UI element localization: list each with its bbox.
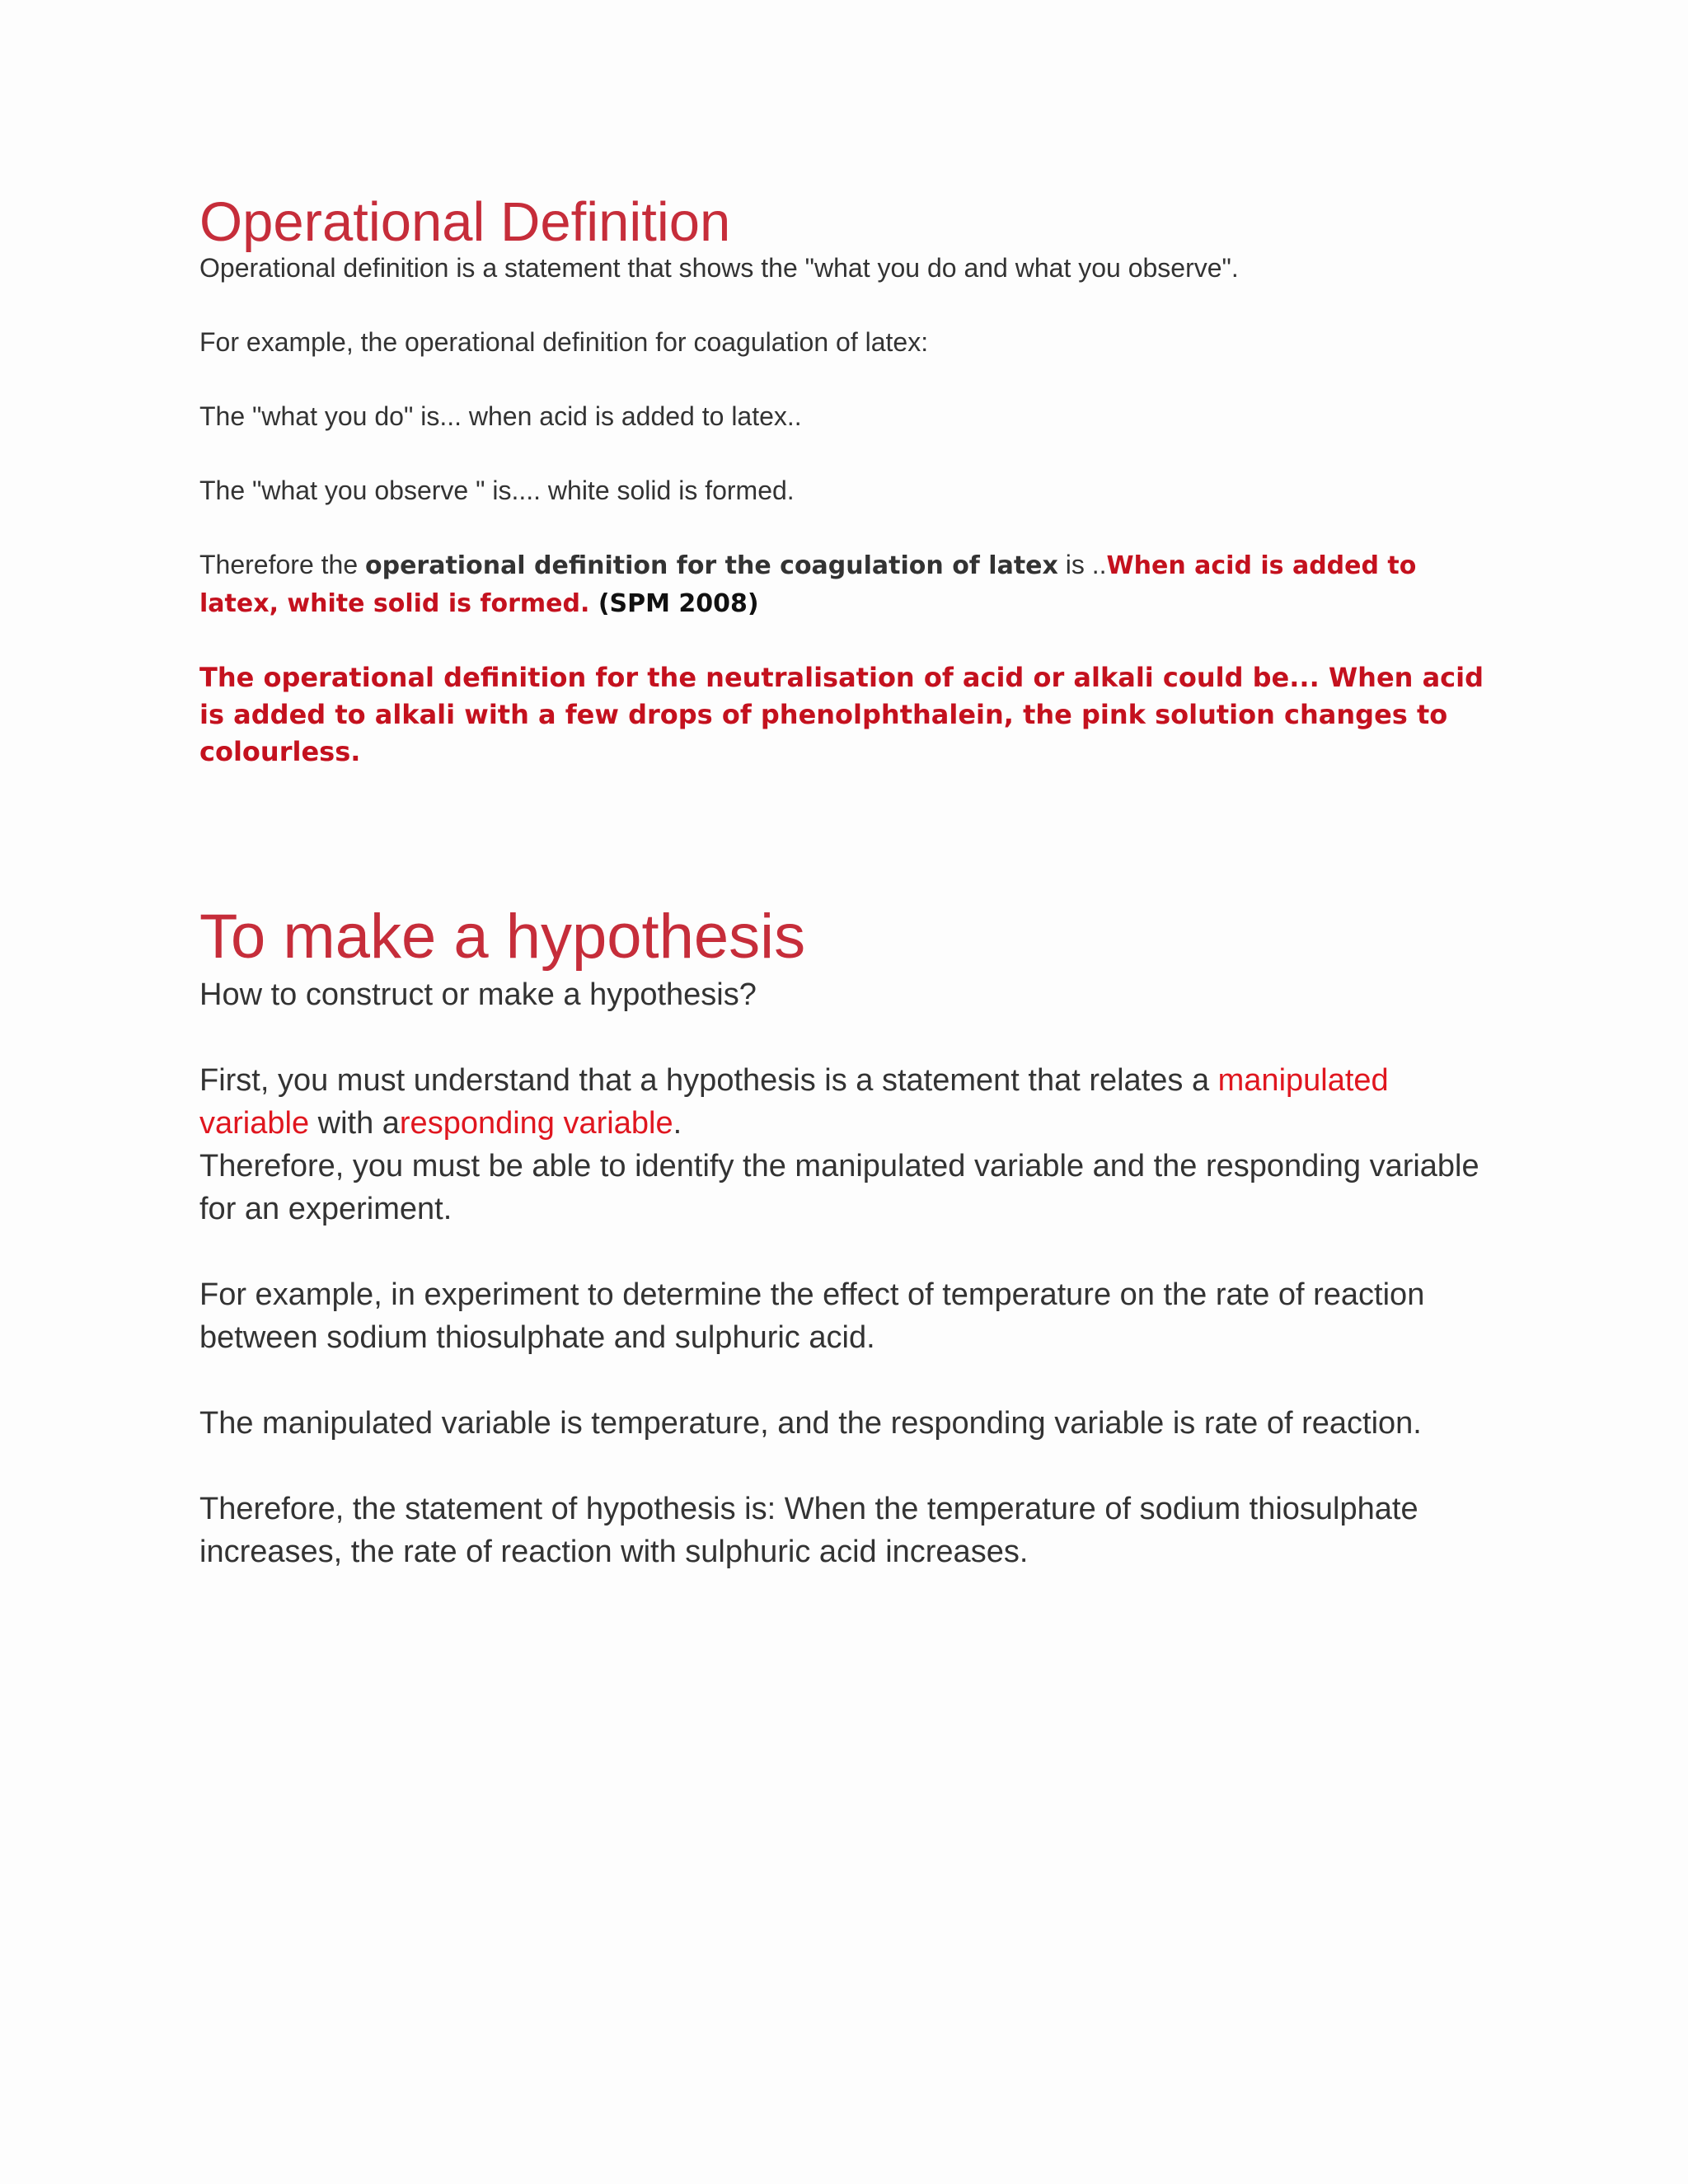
manipulated-variable-term: manipulated variable <box>199 1063 1389 1141</box>
first-paragraph <box>199 1059 1502 1145</box>
identify-paragraph: Therefore, you must be able to identify the manipulated variable and the responding variable for an experiment. <box>199 1149 1479 1226</box>
responding-variable-term: responding variable <box>399 1106 673 1141</box>
hypothesis-example-paragraph: For example, in experiment to determine the effect of temperature on the rate of reaction between sodium thiosulphate and sulphuric acid. <box>199 1277 1425 1355</box>
first-prefix: First, you must understand that a hypothesis is a statement that relates a <box>199 1063 1218 1098</box>
section-title-operational-definition: Operational Definition <box>199 191 731 253</box>
therefore-prefix: Therefore the <box>199 550 365 579</box>
what-you-observe-paragraph: The "what you observe " is.... white solid is formed. <box>199 476 795 505</box>
exam-reference: (SPM 2008) <box>589 589 759 618</box>
what-you-do-paragraph: The "what you do" is... when acid is added to latex.. <box>199 401 802 431</box>
operational-definition-section <box>199 191 1502 771</box>
therefore-red-definition: When acid is added to latex, white solid is formed. <box>199 551 1417 618</box>
hypothesis-question: How to construct or make a hypothesis? <box>199 977 757 1012</box>
therefore-paragraph <box>199 546 1502 622</box>
document-page <box>199 191 1502 1573</box>
example-paragraph: For example, the operational definition for coagulation of latex: <box>199 327 929 357</box>
first-mid: with a <box>309 1106 400 1141</box>
intro-paragraph: Operational definition is a statement that shows the "what you do and what you observe". <box>199 253 1239 283</box>
section-title-hypothesis: To make a hypothesis <box>199 902 806 972</box>
therefore-bold-term: operational definition for the coagulation of latex <box>365 551 1058 580</box>
therefore-mid: is .. <box>1057 550 1107 579</box>
first-end: . <box>673 1106 682 1141</box>
hypothesis-section <box>199 902 1502 1573</box>
hypothesis-statement-paragraph: Therefore, the statement of hypothesis is: When the temperature of sodium thiosulphate increases, the rate of reaction with sulphuric acid increases. <box>199 1492 1418 1569</box>
variables-paragraph: The manipulated variable is temperature, and the responding variable is rate of reaction. <box>199 1406 1422 1441</box>
neutralisation-paragraph: The operational definition for the neutralisation of acid or alkali could be... When acid is added to alkali with a few drops of phenolphthalein, the pink solution changes to colourless. <box>199 662 1484 767</box>
